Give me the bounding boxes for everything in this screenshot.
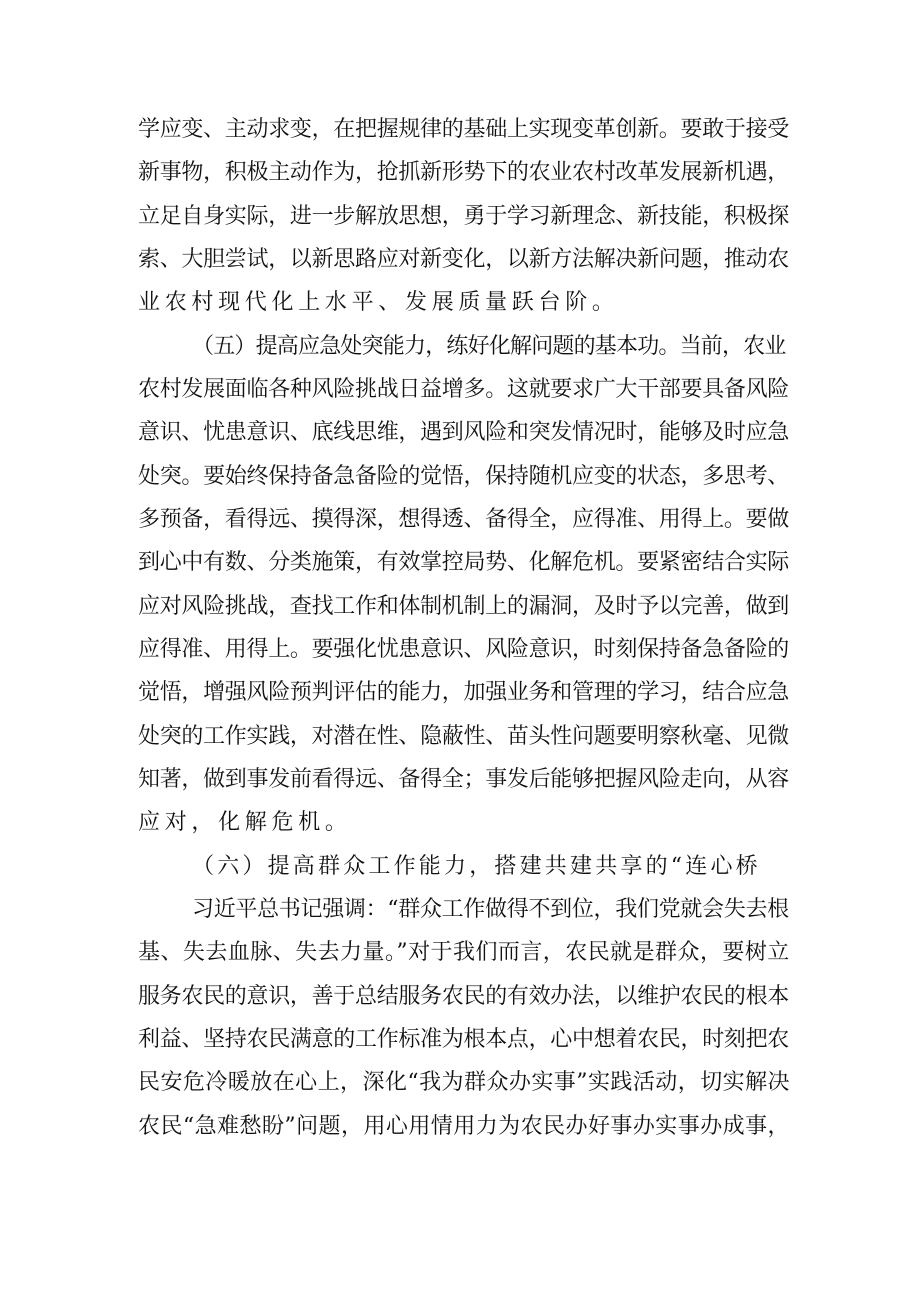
text-line: 学应变、主动求变，在把握规律的基础上实现变革创新。要敢于接受 [138,117,790,142]
text-line: 知著，做到事发前看得远、备得全；事发后能够把握风险走向，从容 [138,767,790,792]
text-line: 到心中有数、分类施策，有效掌控局势、化解危机。要紧密结合实际 [138,550,790,575]
text-line: 基、失去血脉、失去力量。”对于我们而言，农民就是群众，要树立 [138,940,790,965]
text-line: 多预备，看得远、摸得深，想得透、备得全，应得准、用得上。要做 [138,507,790,532]
text-line: 应得准、用得上。要强化忧患意识、风险意识，时刻保持备急备险的 [138,637,790,662]
text-line: 利益、坚持农民满意的工作标准为根本点，心中想着农民，时刻把农 [138,1027,790,1052]
text-line: 觉悟，增强风险预判评估的能力，加强业务和管理的学习，结合应急 [138,680,790,705]
section-heading: （六）提高群众工作能力，搭建共建共享的“连心桥 [192,854,761,879]
text-line: 索、大胆尝试，以新思路应对新变化，以新方法解决新问题，推动农 [138,247,790,272]
text-line: 业农村现代化上水平、发展质量跃台阶。 [138,290,619,315]
text-line: 农村发展面临各种风险挑战日益增多。这就要求广大干部要具备风险 [138,377,790,402]
text-line: 新事物，积极主动作为，抢抓新形势下的农业农村改革发展新机遇， [138,160,790,185]
text-line: 意识、忧患意识、底线思维，遇到风险和突发情况时，能够及时应急 [138,420,790,445]
text-line: 习近平总书记强调：“群众工作做得不到位，我们党就会失去根 [192,897,789,922]
text-line: 民安危冷暖放在心上，深化“我为群众办实事”实践活动，切实解决 [138,1070,790,1095]
text-line: 应对风险挑战，查找工作和体制机制上的漏洞，及时予以完善，做到 [138,594,790,619]
text-line: 农民“急难愁盼”问题，用心用情用力为农民办好事办实事办成事， [138,1114,790,1139]
text-line: 立足自身实际，进一步解放思想，勇于学习新理念、新技能，积极探 [138,204,790,229]
text-line: 处突的工作实践，对潜在性、隐蔽性、苗头性问题要明察秋毫、见微 [138,724,790,749]
text-line: 服务农民的意识，善于总结服务农民的有效办法，以维护农民的根本 [138,984,790,1009]
text-line: 应对，化解危机。 [138,810,352,835]
section-five-heading-line: （五）提高应急处突能力，练好化解问题的基本功。当前，农业 [192,334,786,359]
text-line: 处突。要始终保持备急备险的觉悟，保持随机应变的状态，多思考、 [138,464,790,489]
